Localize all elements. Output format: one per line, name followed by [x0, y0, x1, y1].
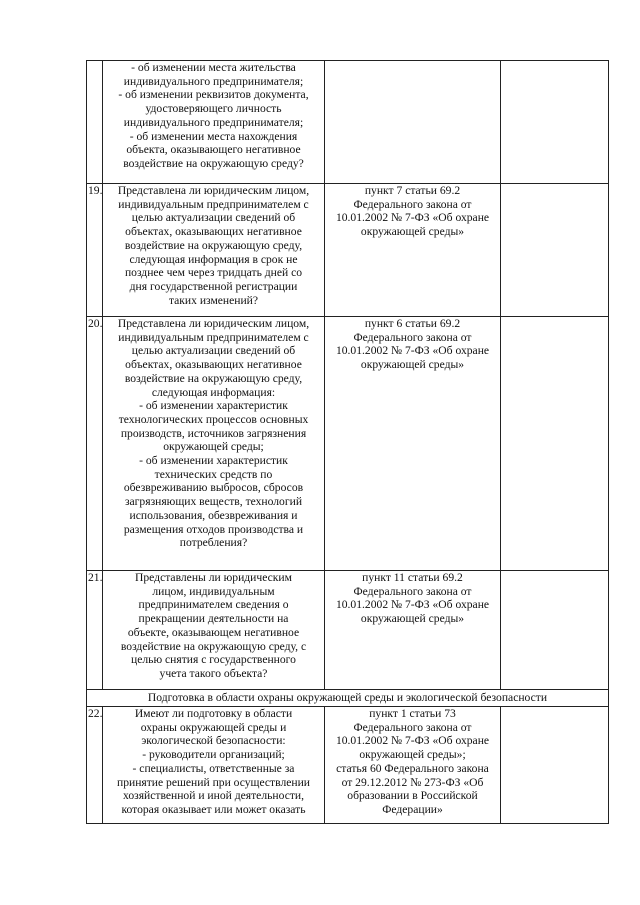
text-line: прекращении деятельности на [138, 612, 289, 626]
text-line: пункт 7 статьи 69.2 [364, 184, 461, 197]
text-line: воздействие на окружающую среду? [123, 156, 304, 170]
text-line: - руководители организаций; [142, 748, 285, 762]
text-line: лицом, индивидуальным [152, 584, 275, 598]
text-line: образовании в Российской [347, 789, 478, 803]
question-cell [103, 61, 325, 184]
text-line: воздействие на окружающую среду, [124, 238, 303, 252]
empty-cell [501, 317, 609, 571]
text-line: индивидуальным предпринимателем с [118, 330, 309, 344]
text-line: пункт 1 статьи 73 [369, 707, 456, 720]
question-cell [103, 184, 325, 317]
text-line: Федерального закона от [353, 197, 472, 211]
reference-cell [325, 317, 501, 571]
text-line: следующая информация: [151, 385, 276, 399]
text-line: - об изменении места нахождения [129, 129, 298, 143]
text-line: технических средств по [154, 467, 273, 481]
text-line: Имеют ли подготовку в области [134, 707, 293, 720]
text-line: целью снятия с государственного [131, 653, 296, 667]
table-row [87, 317, 609, 571]
text-line: - об изменении реквизитов документа, [118, 88, 309, 102]
text-line: производств, источников загрязнения [120, 426, 307, 440]
text-line: окружающей среды; [163, 440, 264, 454]
text-line: охраны окружающей среды и [140, 720, 287, 734]
text-line: объектах, оказывающих негативное [125, 225, 302, 239]
table-row [87, 571, 609, 690]
requirements-table [86, 60, 609, 824]
row-number: 19. [87, 184, 103, 317]
text-line: окружающей среды» [360, 612, 465, 626]
text-line: объекта, оказывающего негативное [126, 143, 301, 157]
section-title: Подготовка в области охраны окружающей среды и экологической безопасности [87, 690, 609, 707]
reference-cell [325, 571, 501, 690]
empty-cell [501, 707, 609, 824]
row-number: 21. [87, 571, 103, 690]
text-line: индивидуального предпринимателя; [123, 74, 304, 88]
text-line: окружающей среды» [360, 358, 465, 372]
text-line: от 29.12.2012 № 273-ФЗ «Об [341, 775, 484, 789]
text-line: - об изменении характеристик [139, 399, 288, 413]
text-line: индивидуального предпринимателя; [123, 115, 304, 129]
text-line: воздействие на окружающую среду, с [120, 639, 307, 653]
text-line: пункт 11 статьи 69.2 [362, 571, 463, 584]
table-row [87, 61, 609, 184]
text-line: учета такого объекта? [159, 666, 268, 680]
question-cell [103, 571, 325, 690]
text-line: целью актуализации сведений об [131, 211, 296, 225]
text-line: Федерального закона от [353, 720, 472, 734]
text-line: 10.01.2002 № 7-ФЗ «Об охране [335, 211, 490, 225]
text-line: целью актуализации сведений об [131, 344, 296, 358]
section-header-row [87, 690, 609, 707]
text-line: окружающей среды»; [359, 748, 466, 762]
text-line: следующая информация в срок не [129, 252, 298, 266]
text-line: - об изменении места жительства [131, 61, 296, 74]
text-line: размещения отходов производства и [123, 522, 304, 536]
row-number: 20. [87, 317, 103, 571]
text-line: - специалисты, ответственные за [132, 761, 295, 775]
reference-cell [325, 707, 501, 824]
text-line: Федерации» [382, 802, 443, 816]
empty-cell [501, 571, 609, 690]
text-line: таких изменений? [168, 293, 259, 307]
text-line: хозяйственной и иной деятельности, [122, 789, 305, 803]
question-cell [103, 707, 325, 824]
text-line: технологических процессов основных [118, 412, 309, 426]
reference-cell [325, 61, 501, 184]
text-line: 10.01.2002 № 7-ФЗ «Об охране [335, 734, 490, 748]
text-line: Представлена ли юридическим лицом, [117, 317, 310, 330]
table-row [87, 707, 609, 824]
text-line: окружающей среды» [360, 225, 465, 239]
text-line: объекте, оказывающем негативное [127, 625, 300, 639]
text-line: которая оказывает или может оказать [121, 802, 306, 816]
text-line: Федерального закона от [353, 330, 472, 344]
text-line: Представлены ли юридическим [135, 571, 292, 584]
text-line: воздействие на окружающую среду, [124, 371, 303, 385]
text-line: принятие решений при осуществлении [116, 775, 310, 789]
text-line: предпринимателем сведения о [138, 598, 289, 612]
text-line: потребления? [179, 536, 248, 550]
text-line: удостоверяющего личность [145, 102, 282, 116]
text-line: Представлена ли юридическим лицом, [117, 184, 310, 197]
text-line: экологической безопасности: [141, 734, 286, 748]
text-line: объектах, оказывающих негативное [125, 358, 302, 372]
text-line: загрязняющих веществ, технологий [124, 495, 303, 509]
row-number: 22. [87, 707, 103, 824]
text-line: - об изменении характеристик [139, 454, 288, 468]
question-cell [103, 317, 325, 571]
text-line: позднее чем через тридцать дней со [124, 266, 303, 280]
text-line: 10.01.2002 № 7-ФЗ «Об охране [335, 344, 490, 358]
row-number [87, 61, 103, 184]
text-line: обезвреживанию выбросов, сбросов [123, 481, 304, 495]
text-line: статья 60 Федерального закона [336, 761, 489, 775]
text-line: пункт 6 статьи 69.2 [364, 317, 461, 330]
text-line: Федерального закона от [353, 584, 472, 598]
table-row [87, 184, 609, 317]
text-line: использования, обезвреживания и [129, 508, 298, 522]
text-line: дня государственной регистрации [129, 279, 298, 293]
empty-cell [501, 61, 609, 184]
empty-cell [501, 184, 609, 317]
reference-cell [325, 184, 501, 317]
text-line: индивидуальным предпринимателем с [118, 197, 309, 211]
text-line: 10.01.2002 № 7-ФЗ «Об охране [335, 598, 490, 612]
